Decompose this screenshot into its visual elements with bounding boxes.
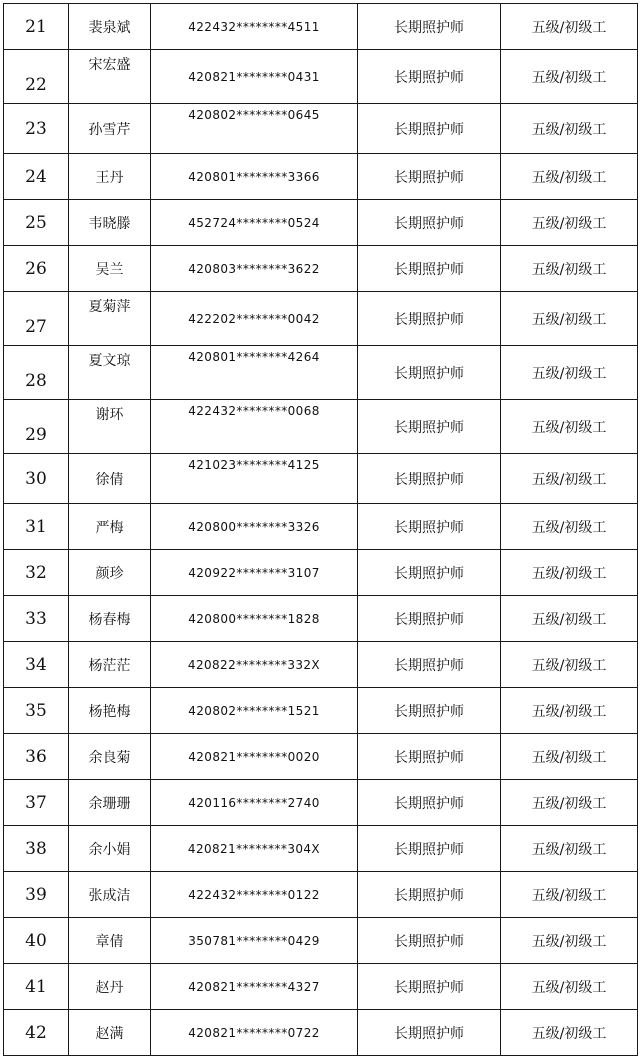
- person-name: 韦晓滕: [69, 200, 151, 246]
- id-number: 420802********0645: [151, 104, 358, 154]
- person-name: 余珊珊: [69, 780, 151, 826]
- skill-level: 五级/初级工: [501, 292, 638, 346]
- certificate-list-table: [3, 3, 638, 1056]
- person-name: 杨艳梅: [69, 688, 151, 734]
- person-name: 徐倩: [69, 454, 151, 504]
- row-number: 36: [4, 734, 69, 780]
- skill-level: 五级/初级工: [501, 550, 638, 596]
- occupation: 长期照护师: [358, 596, 501, 642]
- table-row: [4, 504, 638, 550]
- occupation: 长期照护师: [358, 154, 501, 200]
- id-number: 420800********1828: [151, 596, 358, 642]
- table-row: [4, 400, 638, 454]
- occupation: 长期照护师: [358, 504, 501, 550]
- row-number: 28: [4, 346, 69, 400]
- row-number: 35: [4, 688, 69, 734]
- person-name: 王丹: [69, 154, 151, 200]
- occupation: 长期照护师: [358, 918, 501, 964]
- row-number: 23: [4, 104, 69, 154]
- table-row: [4, 454, 638, 504]
- skill-level: 五级/初级工: [501, 50, 638, 104]
- row-number: 27: [4, 292, 69, 346]
- table-row: [4, 246, 638, 292]
- table-row: [4, 292, 638, 346]
- id-number: 420800********3326: [151, 504, 358, 550]
- skill-level: 五级/初级工: [501, 1010, 638, 1056]
- id-number: 420821********4327: [151, 964, 358, 1010]
- table-row: [4, 734, 638, 780]
- row-number: 31: [4, 504, 69, 550]
- row-number: 26: [4, 246, 69, 292]
- person-name: 杨春梅: [69, 596, 151, 642]
- occupation: 长期照护师: [358, 780, 501, 826]
- occupation: 长期照护师: [358, 4, 501, 50]
- table-row: [4, 780, 638, 826]
- person-name: 谢环: [69, 400, 151, 454]
- table-row: [4, 104, 638, 154]
- person-name: 夏菊萍: [69, 292, 151, 346]
- occupation: 长期照护师: [358, 200, 501, 246]
- row-number: 37: [4, 780, 69, 826]
- skill-level: 五级/初级工: [501, 346, 638, 400]
- occupation: 长期照护师: [358, 454, 501, 504]
- table-row: [4, 1010, 638, 1056]
- person-name: 裴泉斌: [69, 4, 151, 50]
- id-number: 420116********2740: [151, 780, 358, 826]
- table-row: [4, 550, 638, 596]
- id-number: 420821********0020: [151, 734, 358, 780]
- row-number: 24: [4, 154, 69, 200]
- id-number: 420821********0722: [151, 1010, 358, 1056]
- table-row: [4, 872, 638, 918]
- row-number: 33: [4, 596, 69, 642]
- skill-level: 五级/初级工: [501, 918, 638, 964]
- skill-level: 五级/初级工: [501, 642, 638, 688]
- occupation: 长期照护师: [358, 292, 501, 346]
- table-row: [4, 918, 638, 964]
- table-body: [4, 4, 638, 1056]
- skill-level: 五级/初级工: [501, 246, 638, 292]
- occupation: 长期照护师: [358, 104, 501, 154]
- id-number: 452724********0524: [151, 200, 358, 246]
- row-number: 39: [4, 872, 69, 918]
- row-number: 29: [4, 400, 69, 454]
- skill-level: 五级/初级工: [501, 454, 638, 504]
- row-number: 42: [4, 1010, 69, 1056]
- id-number: 420802********1521: [151, 688, 358, 734]
- occupation: 长期照护师: [358, 734, 501, 780]
- id-number: 420922********3107: [151, 550, 358, 596]
- table-row: [4, 642, 638, 688]
- occupation: 长期照护师: [358, 246, 501, 292]
- occupation: 长期照护师: [358, 964, 501, 1010]
- occupation: 长期照护师: [358, 1010, 501, 1056]
- id-number: 421023********4125: [151, 454, 358, 504]
- id-number: 422432********0122: [151, 872, 358, 918]
- table-row: [4, 50, 638, 104]
- row-number: 25: [4, 200, 69, 246]
- person-name: 张成洁: [69, 872, 151, 918]
- skill-level: 五级/初级工: [501, 154, 638, 200]
- id-number: 420801********3366: [151, 154, 358, 200]
- person-name: 赵丹: [69, 964, 151, 1010]
- id-number: 420803********3622: [151, 246, 358, 292]
- person-name: 颜珍: [69, 550, 151, 596]
- id-number: 350781********0429: [151, 918, 358, 964]
- skill-level: 五级/初级工: [501, 504, 638, 550]
- row-number: 38: [4, 826, 69, 872]
- person-name: 杨茫茫: [69, 642, 151, 688]
- table-row: [4, 154, 638, 200]
- row-number: 32: [4, 550, 69, 596]
- skill-level: 五级/初级工: [501, 872, 638, 918]
- id-number: 420821********0431: [151, 50, 358, 104]
- skill-level: 五级/初级工: [501, 964, 638, 1010]
- occupation: 长期照护师: [358, 826, 501, 872]
- table-row: [4, 596, 638, 642]
- id-number: 420822********332X: [151, 642, 358, 688]
- table-row: [4, 964, 638, 1010]
- row-number: 41: [4, 964, 69, 1010]
- skill-level: 五级/初级工: [501, 4, 638, 50]
- person-name: 章倩: [69, 918, 151, 964]
- person-name: 余小娟: [69, 826, 151, 872]
- id-number: 420801********4264: [151, 346, 358, 400]
- table-row: [4, 4, 638, 50]
- skill-level: 五级/初级工: [501, 780, 638, 826]
- table-row: [4, 826, 638, 872]
- person-name: 孙雪芹: [69, 104, 151, 154]
- occupation: 长期照护师: [358, 872, 501, 918]
- skill-level: 五级/初级工: [501, 104, 638, 154]
- person-name: 夏文琼: [69, 346, 151, 400]
- person-name: 严梅: [69, 504, 151, 550]
- table-row: [4, 688, 638, 734]
- occupation: 长期照护师: [358, 550, 501, 596]
- skill-level: 五级/初级工: [501, 734, 638, 780]
- occupation: 长期照护师: [358, 642, 501, 688]
- person-name: 吴兰: [69, 246, 151, 292]
- occupation: 长期照护师: [358, 400, 501, 454]
- person-name: 赵满: [69, 1010, 151, 1056]
- skill-level: 五级/初级工: [501, 688, 638, 734]
- row-number: 40: [4, 918, 69, 964]
- skill-level: 五级/初级工: [501, 826, 638, 872]
- skill-level: 五级/初级工: [501, 400, 638, 454]
- row-number: 34: [4, 642, 69, 688]
- row-number: 21: [4, 4, 69, 50]
- id-number: 422432********4511: [151, 4, 358, 50]
- table-row: [4, 346, 638, 400]
- occupation: 长期照护师: [358, 688, 501, 734]
- id-number: 420821********304X: [151, 826, 358, 872]
- occupation: 长期照护师: [358, 50, 501, 104]
- person-name: 宋宏盛: [69, 50, 151, 104]
- row-number: 22: [4, 50, 69, 104]
- skill-level: 五级/初级工: [501, 200, 638, 246]
- id-number: 422202********0042: [151, 292, 358, 346]
- table-row: [4, 200, 638, 246]
- id-number: 422432********0068: [151, 400, 358, 454]
- person-name: 余良菊: [69, 734, 151, 780]
- skill-level: 五级/初级工: [501, 596, 638, 642]
- occupation: 长期照护师: [358, 346, 501, 400]
- row-number: 30: [4, 454, 69, 504]
